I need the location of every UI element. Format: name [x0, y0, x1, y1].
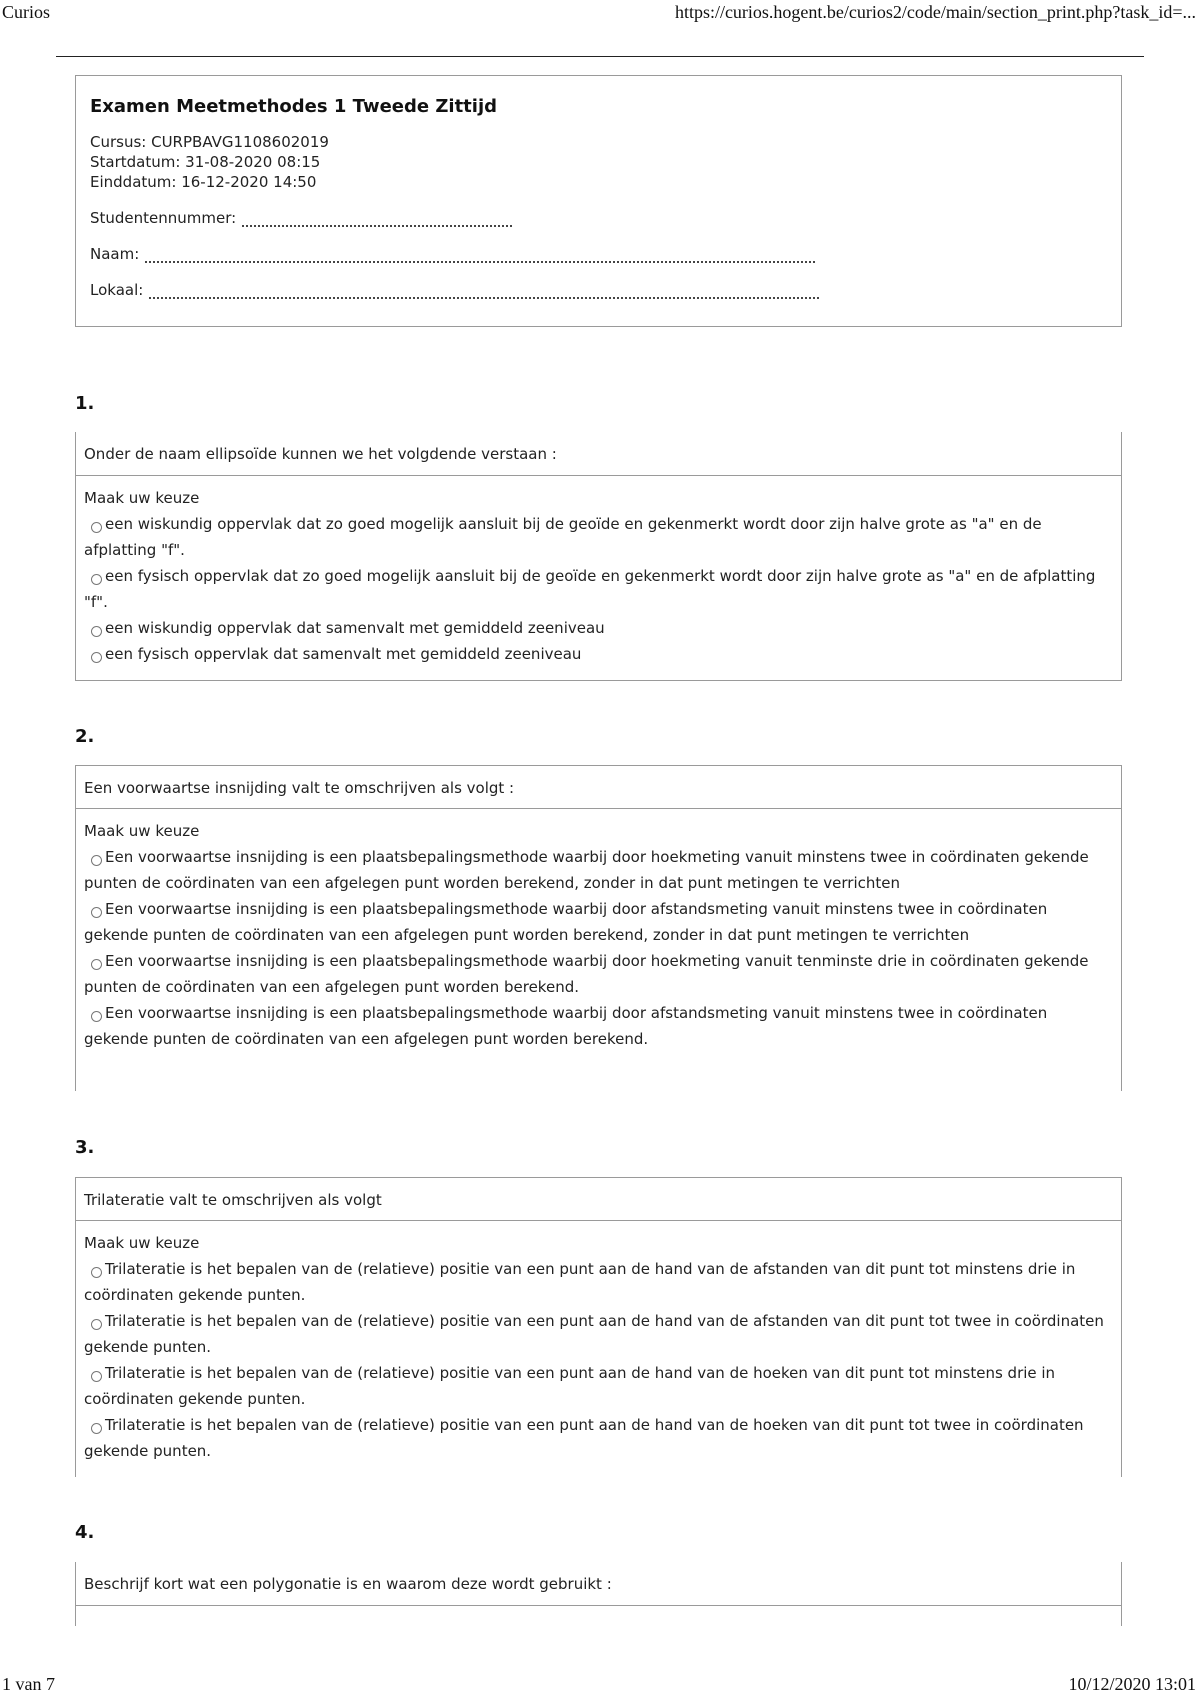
radio-button[interactable] — [91, 574, 102, 585]
answer-option[interactable] — [84, 1308, 1113, 1360]
print-footer — [0, 1674, 1200, 1698]
name-label: Naam: — [90, 245, 140, 263]
room-line — [149, 283, 819, 299]
option-label: Trilateratie is het bepalen van de (relatieve) positie van een punt aan de hand van de hoeken van dit punt tot minstens drie in coördinaten gekende punten. — [84, 1364, 1056, 1408]
option-label: een wiskundig oppervlak dat zo goed mogelijk aansluit bij de geoïde en gekenmerkt wordt door zijn halve grote as "a" en de afplatting "f". — [84, 515, 1042, 559]
header-divider — [56, 56, 1144, 57]
question-3-box — [75, 1177, 1122, 1477]
question-text: Beschrijf kort wat een polygonatie is en waarom deze wordt gebruikt : — [75, 1562, 1122, 1606]
student-number-label: Studentennummer: — [90, 209, 237, 227]
radio-button[interactable] — [91, 1267, 102, 1278]
site-title: Curios — [2, 2, 51, 22]
question-number: 1. — [75, 393, 95, 414]
student-number-field — [90, 209, 1107, 227]
name-line — [145, 247, 815, 263]
question-number: 2. — [75, 726, 95, 747]
question-1-box — [75, 432, 1122, 681]
choice-prompt: Maak uw keuze — [84, 1234, 200, 1252]
radio-button[interactable] — [91, 1423, 102, 1434]
answer-option[interactable] — [84, 844, 1113, 896]
radio-button[interactable] — [91, 855, 102, 866]
answer-option[interactable] — [84, 615, 1113, 641]
answer-option[interactable] — [84, 948, 1113, 1000]
end-date: Einddatum: 16-12-2020 14:50 — [90, 173, 317, 191]
radio-button[interactable] — [91, 1319, 102, 1330]
option-label: een fysisch oppervlak dat zo goed mogelijk aansluit bij de geoïde en gekenmerkt wordt door zijn halve grote as "a" en de afplatting "f". — [84, 567, 1096, 611]
page-counter: 1 van 7 — [2, 1674, 55, 1694]
answer-option[interactable] — [84, 1000, 1113, 1052]
radio-button[interactable] — [91, 959, 102, 970]
question-text: Trilateratie valt te omschrijven als volgt — [75, 1177, 1122, 1221]
radio-button[interactable] — [91, 907, 102, 918]
question-answers — [75, 1221, 1122, 1477]
question-text: Een voorwaartse insnijding valt te omschrijven als volgt : — [75, 765, 1122, 809]
room-label: Lokaal: — [90, 281, 144, 299]
option-label: Een voorwaartse insnijding is een plaatsbepalingsmethode waarbij door afstandsmeting vanuit minstens twee in coördinaten gekende punten de coördinaten van een afgelegen punt worden berekend, zonder in dat punt metingen te verrichten — [84, 900, 1048, 944]
answer-option[interactable] — [84, 1360, 1113, 1412]
question-number: 4. — [75, 1522, 95, 1543]
answer-option[interactable] — [84, 563, 1113, 615]
page-url: https://curios.hogent.be/curios2/code/main/section_print.php?task_id=... — [674, 2, 1196, 22]
radio-button[interactable] — [91, 1371, 102, 1382]
answer-option[interactable] — [84, 1256, 1113, 1308]
option-label: Een voorwaartse insnijding is een plaatsbepalingsmethode waarbij door afstandsmeting vanuit minstens twee in coördinaten gekende punten de coördinaten van een afgelegen punt worden berekend. — [84, 1004, 1048, 1048]
course-code: Cursus: CURPBAVG1108602019 — [90, 133, 329, 151]
print-datetime: 10/12/2020 13:01 — [1068, 1674, 1196, 1694]
question-answers — [75, 476, 1122, 681]
question-number: 3. — [75, 1137, 95, 1158]
option-label: een wiskundig oppervlak dat samenvalt met gemiddeld zeeniveau — [105, 619, 605, 637]
choice-prompt: Maak uw keuze — [84, 822, 200, 840]
radio-button[interactable] — [91, 652, 102, 663]
exam-header-box — [75, 75, 1122, 327]
option-label: een fysisch oppervlak dat samenvalt met gemiddeld zeeniveau — [105, 645, 582, 663]
option-label: Een voorwaartse insnijding is een plaatsbepalingsmethode waarbij door hoekmeting vanuit tenminste drie in coördinaten gekende punten de coördinaten van een afgelegen punt worden berekend. — [84, 952, 1089, 996]
answer-option[interactable] — [84, 511, 1113, 563]
name-field — [90, 245, 1107, 263]
radio-button[interactable] — [91, 1011, 102, 1022]
answer-area[interactable] — [75, 1606, 1122, 1626]
answer-option[interactable] — [84, 896, 1113, 948]
answer-option[interactable] — [84, 641, 1113, 667]
option-label: Trilateratie is het bepalen van de (relatieve) positie van een punt aan de hand van de afstanden van dit punt tot minstens drie in coördinaten gekende punten. — [84, 1260, 1076, 1304]
question-text: Onder de naam ellipsoïde kunnen we het volgdende verstaan : — [75, 432, 1122, 476]
print-header — [0, 2, 1200, 28]
question-answers — [75, 809, 1122, 1091]
student-number-line — [242, 211, 512, 227]
option-label: Trilateratie is het bepalen van de (relatieve) positie van een punt aan de hand van de afstanden van dit punt tot twee in coördinaten gekende punten. — [84, 1312, 1104, 1356]
radio-button[interactable] — [91, 626, 102, 637]
exam-title: Examen Meetmethodes 1 Tweede Zittijd — [90, 96, 498, 117]
room-field — [90, 281, 1107, 299]
question-4-box — [75, 1562, 1122, 1626]
radio-button[interactable] — [91, 522, 102, 533]
question-2-box — [75, 765, 1122, 1091]
answer-option[interactable] — [84, 1412, 1113, 1464]
option-label: Trilateratie is het bepalen van de (relatieve) positie van een punt aan de hand van de hoeken van dit punt tot twee in coördinaten gekende punten. — [84, 1416, 1084, 1460]
option-label: Een voorwaartse insnijding is een plaatsbepalingsmethode waarbij door hoekmeting vanuit minstens twee in coördinaten gekende punten de coördinaten van een afgelegen punt worden berekend, zonder in dat punt metingen te verrichten — [84, 848, 1089, 892]
choice-prompt: Maak uw keuze — [84, 489, 200, 507]
start-date: Startdatum: 31-08-2020 08:15 — [90, 153, 321, 171]
